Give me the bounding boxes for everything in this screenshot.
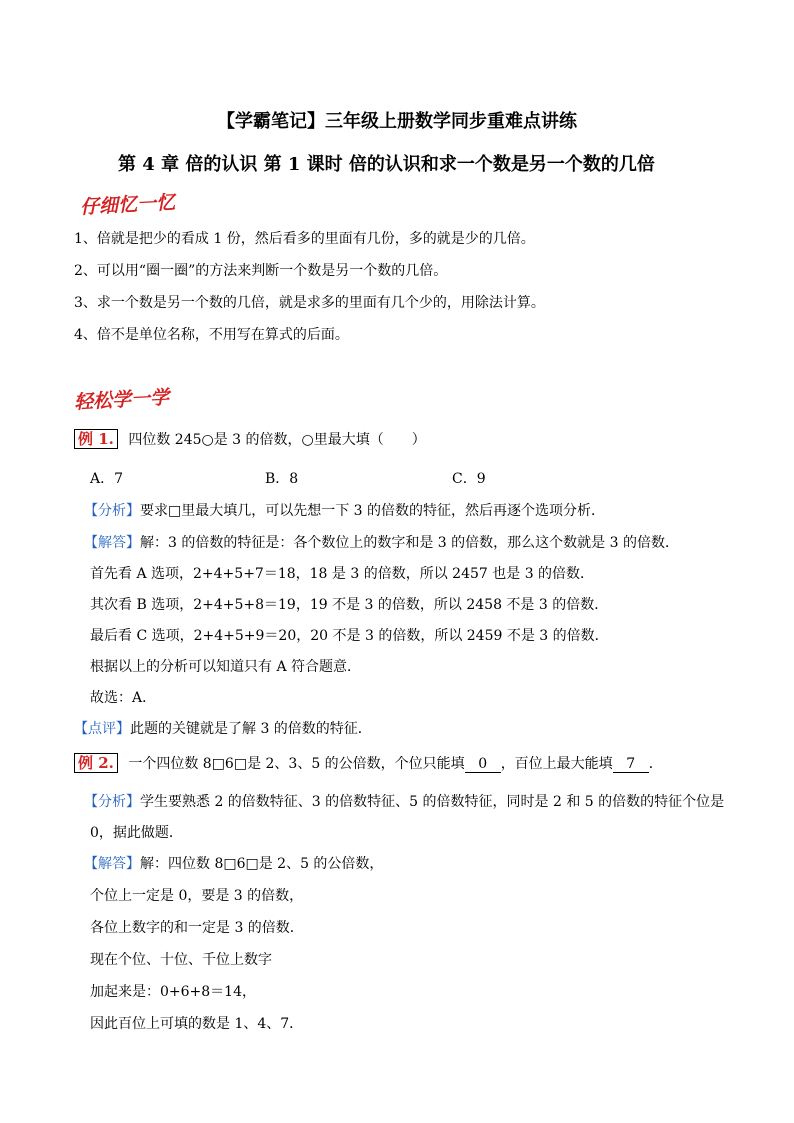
example-2-analysis bbox=[84, 791, 724, 811]
example-2-badge: 例 2. bbox=[74, 753, 118, 773]
option-b: B．8 bbox=[265, 471, 299, 487]
example-1-step: 根据以上的分析可以知道只有 A 符合题意． bbox=[90, 659, 362, 675]
example-1-step: 首先看 A 选项，2+4+5+7＝18，18 是 3 的倍数，所以 2457 也是 3 的倍数． bbox=[90, 566, 595, 582]
answer-tag: 【解答】 bbox=[84, 535, 140, 551]
point-3: 3、求一个数是另一个数的几倍，就是求多的里面有几个少的，用除法计算。 bbox=[74, 295, 545, 311]
point-1: 1、倍就是把少的看成 1 份，然后看多的里面有几份，多的就是少的几倍。 bbox=[74, 231, 535, 247]
example-2-text-part3: ． bbox=[648, 756, 663, 772]
answer-blank-ones: 0 bbox=[465, 756, 501, 773]
example-2-step: 现在个位、十位、千位上数字 bbox=[90, 952, 272, 968]
analysis-tag: 【分析】 bbox=[84, 503, 140, 519]
analysis-text: 学生要熟悉 2 的倍数特征、3 的倍数特征、5 的倍数特征，同时是 2 和 5 的倍数的特征个位是 bbox=[140, 794, 725, 810]
option-c: C．9 bbox=[452, 471, 486, 487]
example-1-answer bbox=[84, 532, 679, 552]
example-2-question bbox=[74, 753, 663, 773]
analysis-tag: 【分析】 bbox=[84, 794, 140, 810]
example-2-step: 各位上数字的和一定是 3 的倍数． bbox=[90, 920, 304, 936]
example-1-step: 最后看 C 选项，2+4+5+9＝20，20 不是 3 的倍数，所以 2459 不是 3 的倍数． bbox=[90, 628, 609, 644]
example-1-comment bbox=[74, 718, 372, 738]
point-4: 4、倍不是单位名称，不用写在算式的后面。 bbox=[74, 327, 349, 343]
answer-tag: 【解答】 bbox=[84, 856, 140, 872]
example-1-step: 其次看 B 选项，2+4+5+8＝19，19 不是 3 的倍数，所以 2458 不是 3 的倍数． bbox=[90, 597, 609, 613]
example-1-step: 故选：A． bbox=[90, 690, 157, 706]
example-1-badge: 例 1. bbox=[74, 429, 118, 449]
page-title: 【学霸笔记】三年级上册数学同步重难点讲练 bbox=[217, 111, 577, 132]
example-2-step: 个位上一定是 0，要是 3 的倍数， bbox=[90, 888, 304, 904]
analysis-text: 要求□里最大填几，可以先想一下 3 的倍数的特征，然后再逐个选项分析． bbox=[140, 503, 606, 519]
example-2-analysis-cont: 0，据此做题． bbox=[90, 825, 183, 841]
answer-text: 解：四位数 8□6□是 2、5 的公倍数， bbox=[140, 856, 384, 872]
section-heading-learn: 轻松学一学 bbox=[73, 386, 170, 414]
section-heading-recall: 仔细忆一忆 bbox=[79, 191, 176, 219]
example-1-text: 四位数 245○是 3 的倍数，○里最大填（ ） bbox=[128, 432, 426, 448]
point-2: 2、可以用“圈一圈”的方法来判断一个数是另一个数的几倍。 bbox=[74, 263, 448, 279]
answer-blank-hundreds: 7 bbox=[613, 756, 649, 773]
example-1-analysis bbox=[84, 500, 605, 520]
comment-text: 此题的关键就是了解 3 的倍数的特征． bbox=[130, 721, 372, 737]
example-2-step: 加起来是：0+6+8＝14， bbox=[90, 984, 256, 1000]
comment-tag: 【点评】 bbox=[74, 721, 130, 737]
example-2-step: 因此百位上可填的数是 1、4、7． bbox=[90, 1016, 304, 1032]
answer-text: 解：3 的倍数的特征是：各个数位上的数字和是 3 的倍数，那么这个数就是 3 的倍数． bbox=[140, 535, 679, 551]
example-2-text-part1: 一个四位数 8□6□是 2、3、5 的公倍数，个位只能填 bbox=[128, 756, 465, 772]
chapter-subtitle: 第 4 章 倍的认识 第 1 课时 倍的认识和求一个数是另一个数的几倍 bbox=[118, 154, 655, 175]
option-a: A．7 bbox=[90, 471, 124, 487]
example-1-question bbox=[74, 429, 426, 449]
example-2-text-part2: ，百位上最大能填 bbox=[500, 756, 613, 772]
example-2-answer bbox=[84, 853, 383, 873]
